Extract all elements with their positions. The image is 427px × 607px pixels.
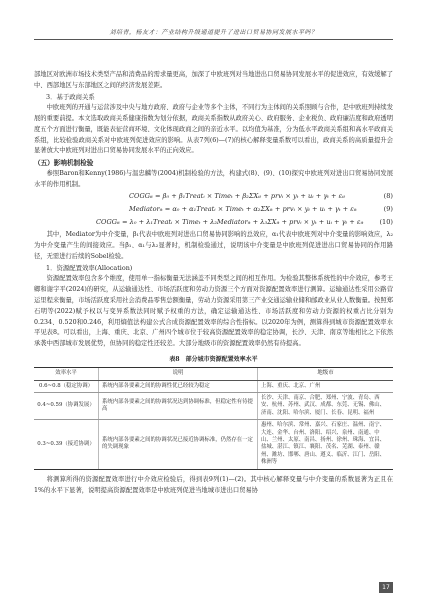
table8-caption: 表8 部分城市资源配置效率水平	[169, 356, 258, 364]
table-row	[34, 393, 393, 420]
table-cell-level: 0.3~0.39（接近协调）	[34, 420, 99, 469]
equation-number: (8)	[383, 192, 393, 201]
equation-10	[34, 217, 393, 230]
table-cell-cities: 上海、重庆、北京、广州	[258, 380, 394, 392]
table-cell-cities: 惠州、哈尔滨、常州、嘉兴、石家庄、温州、南宁、大连、金华、台州、洛阳、绍兴、泉州、南通、中山、兰州、太原、南昌、扬州、徐州、珠海、宜昌、盐城、湛江、镇江、襄阳、茂名、芜湖、泰州、赣州、潍坊、邯郸、唐山、遵义、临沂、江门、岳阳、株洲等	[258, 420, 394, 469]
equation-number: (10)	[379, 218, 393, 227]
page-content	[34, 70, 393, 497]
table-cell-level: 0.4~0.59（协调发展）	[34, 393, 99, 420]
section5-heading: （五）影响机制检验	[34, 159, 94, 168]
allocation-paragraph: 资源配置效率包含多个维度，使用单一指标衡量无法涵盖不同类型之间的相互作用。为检验其整体系统性的中介效应，参考王卿和谢宇平(2024)的研究，从运输通达性、市场活跃度和劳动力资源三个方面对资源配置效率进行测算。运输通达性采用公路营运里程来衡量，市场活跃度采用社会消费品零售总额衡量，劳动力资源采用第三产业交通运输业储和邮政业从业人数衡量。按照郑石明等(2022)赋予权以与变异系数法同时赋予权重的方法，确定运输通达性、市场活跃度和劳动力资源的权重占比分别为0.234、0.520和0.246，利用熵值法构建公式合成资源配置效率的综合性指标。以2020年为例，测算得到城市资源配置效率水平见表8。可以看出，上海、重庆、北京、广州四个城市位于较高资源配置效率的稳定协调，长沙、天津、南京等地相比之下依然承袭中西部城市发展优势，但协同的稳定性还较差。大部分地级市的资源配置效率仍然有待提高。	[34, 274, 393, 348]
table8-header-cities: 地级市	[258, 368, 394, 380]
running-header: 刘培青，杨友才：产业结构升级通道提升了进出口贸易协同发展水平吗？	[109, 29, 318, 36]
table-row	[34, 380, 393, 392]
equation-number: (9)	[383, 205, 393, 214]
equation-9	[34, 204, 393, 217]
table-row	[34, 420, 393, 469]
section3-heading: 3．基于政商关系	[46, 92, 95, 101]
table8-header-level: 效率水平	[34, 368, 99, 380]
equation-formula: Mediatorᵢₜ = α₀ + α₁Treatᵢ × Timeₜ + α₂ΣXᵢₜ + prvᵢ × yₜ + uᵢ + γₜ + εᵢₜ	[129, 205, 357, 214]
equation-formula: COGGᵢₜ = β₀ + β₁Treatᵢ × Timeₜ + β₂ΣXᵢₜ + prvᵢ × yₜ + uᵢ + γₜ + εᵢₜ	[129, 192, 346, 201]
closing-paragraph: 将测算所得的资源配置效率进行中介效应检验后，得到表9列(1)—(2)。其中核心解释变量与中介变量的系数显著为正且在1%的水平下显著，说明提高资源配置效率是中欧班列促进当地城市进出口贸易协	[34, 475, 393, 494]
table-cell-level: 0.6~0.8（稳定协调）	[34, 380, 99, 392]
equation-formula: COGGᵢₜ = λ₀ + λ₁Treatᵢ × Timeₜ + λ₂Mediatorᵢₜ + λ₃ΣXᵢₜ + prvᵢ × yₜ + uᵢ + γₜ + εᵢₜ	[96, 218, 364, 227]
subsection1-heading: 1．资源配置效率(Allocation)	[46, 263, 133, 272]
header-rule	[34, 39, 393, 40]
table-cell-desc: 系统内部各要素之间的协调状况达到协调标准，但稳定性有待提高	[99, 393, 258, 420]
intro-paragraph: 部地区对欧洲市场技术类型产品和消费品的需求量更高，加深了中欧班列对当地进出口贸易协同发展水平的促进效应，有效缓解了中、西部地区与东部地区之间的经济发展差距。	[34, 71, 393, 89]
table8-header-desc: 说明	[99, 368, 258, 380]
page-number: 17	[379, 582, 393, 593]
table8-header-row	[34, 368, 393, 380]
equation-8	[34, 191, 393, 204]
mechanism-explanation: 其中，Mediator为中介变量，β₁代表中欧班列对进出口贸易协同影响的总效应，α₁代表中欧班列对中介变量的影响效应，λ₂为中介变量产生的间接效应。当β₁、α₁与λ₂显著时，机制检验通过，说明该中介变量是中欧班列促进进出口贸易协同的作用路径，无需进行后续的Sobel检验。	[34, 231, 393, 260]
section3-paragraph: 中欧班列的开通与运营涉及中央与地方政府、政府与企业等多个主体，不同行为主体间的关系照顾与合作，是中欧班列持续发展的重要前提。本文选取政商关系健康指数为划分依据，政商关系指数从政府关心、政府服务、企业税负、政府廉洁度和政府透明度五个方面进行衡量，既能表征营商环境、文化体现政商之间的亲近水平。以均值为基准，分为低水平政商关系组和高水平政商关系组，比较检验政商关系对中欧班列促进效应的影响。从表7列(6)—(7)的核心解释变量系数可以看出，政商关系的高质量提升会显著放大中欧班列对进出口贸易协同发展水平的正向效应。	[34, 103, 393, 155]
table-cell-desc: 系统内部各要素之间的协调状况已接近协调标准，仍然存在一定的失调现象	[99, 420, 258, 469]
table-cell-desc: 系统内部各要素之间的协调性优已经较为稳定	[99, 380, 258, 392]
section5-paragraph: 参照Baron和Kenny(1986)与温忠麟等(2004)机制检验的方法，构建式(8)、(9)、(10)探究中欧班列对进出口贸易协同发展水平的作用机制。	[34, 170, 393, 189]
table8	[34, 367, 393, 469]
table-cell-cities: 长沙、天津、南京、合肥、郑州、宁波、青岛、西安、杭州、苏州、武汉、成都、东莞、无锡、佛山、济南、沈阳、哈尔滨、厦门、长春、昆明、福州	[258, 393, 394, 420]
